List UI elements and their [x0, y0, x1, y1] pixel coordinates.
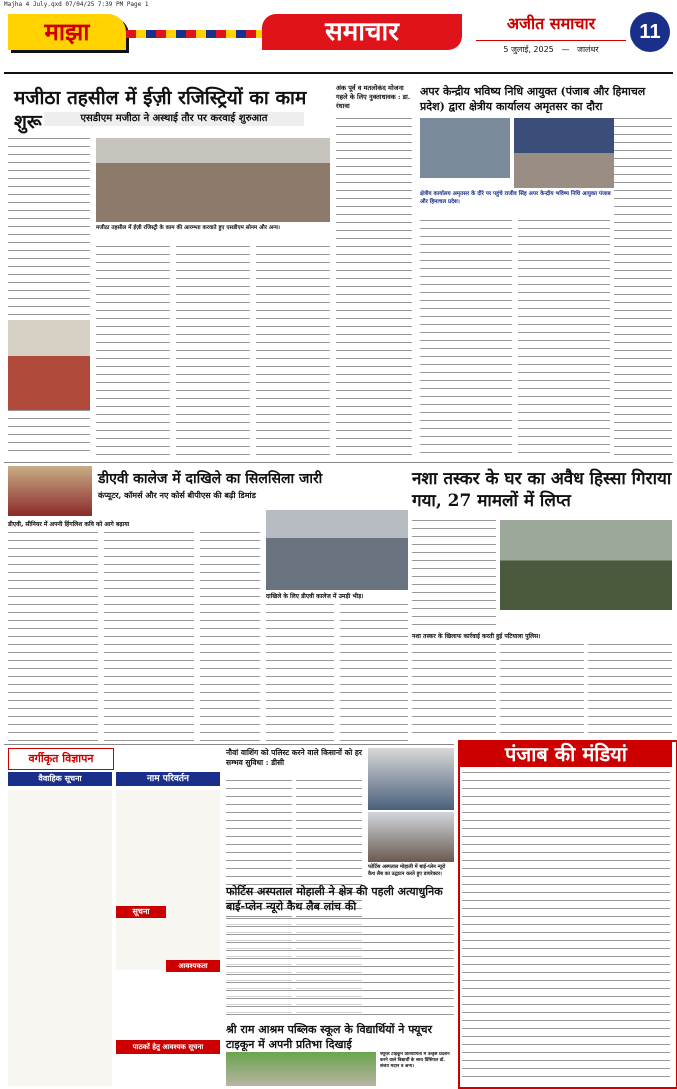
- classifieds-name-change: नाम परिवर्तन: [116, 772, 220, 786]
- story1-caption: मजीठा तहसील में ईज़ी रजिस्ट्री के काम की आरम्भ्ता करवाते हुए एसडीएम सोनम और अन्य।: [96, 224, 330, 242]
- story4-headline: नशा तस्कर के घर का अवैध हिस्सा गिराया गया, 27 मामलों में लिप्त: [412, 469, 672, 511]
- section-rule-1: [4, 462, 673, 463]
- classifieds-column2: [116, 790, 220, 970]
- story1-column2: [96, 246, 170, 458]
- classifieds-matrimonial: वैवाहिक सूचना: [8, 772, 112, 786]
- story1-headline: मजीठा तहसील में ईज़ी रजिस्ट्रियों का काम शुरू: [14, 87, 307, 133]
- classifieds-reader-notice: पाठकों हेतु आवश्यक सूचना: [116, 1040, 220, 1054]
- story1-column4: [256, 246, 330, 458]
- story5-photo-a: [368, 748, 454, 810]
- story2-headline: अपर केन्द्रीय भविष्य निधि आयुक्त (पंजाब और हिमाचल प्रदेश) द्वारा क्षेत्रीय कार्यालय अमृतसर का दौरा: [420, 85, 646, 113]
- story6-caption: फ्यूचर टाइकून प्रतियोगिता में उत्कृष्ट प्रदर्शन करने वाले विद्यार्थी के साथ प्रिंसिपल डॉ. संजय मदान व अन्य।: [380, 1052, 454, 1086]
- date: 5 जुलाई, 2025: [503, 45, 554, 54]
- classifieds-notice: सूचना: [116, 906, 166, 918]
- story2-photo-a: [420, 118, 510, 178]
- print-slug: Majha 4 July.qxd 07/04/25 7:39 PM Page 1: [4, 1, 149, 8]
- story1-column3: [176, 246, 250, 458]
- masthead-rule: [4, 72, 673, 74]
- story3-photo: [266, 510, 408, 590]
- story3-column4: [266, 604, 334, 742]
- story5-headline: फोर्टिस अस्पताल मोहाली ने क्षेत्र की पहली अत्याधुनिक बाई-प्लेन न्यूरो कैथ लैब लांच की: [226, 885, 443, 913]
- story2-column1: [420, 220, 512, 458]
- story2-column2: [518, 220, 610, 458]
- story2-column3: [614, 118, 672, 458]
- story3-column1: [8, 532, 98, 742]
- story5-caption: फोर्टिस अस्पताल मोहाली में बाई-प्लेन न्यूरो कैथ लैब का उद्घाटन करते हुए डायरेक्टर।: [368, 864, 454, 878]
- story2-photo-b: [514, 118, 614, 188]
- paper-name: अजीत समाचार: [506, 14, 596, 33]
- story3-headline: डीएवी कालेज में दाखिले का सिलसिला जारी: [98, 471, 323, 487]
- dateline: 5 जुलाई, 2025 — जालंधर: [476, 40, 626, 55]
- story3-caption-left: डीएवी, सीनियर में अपनी हिंगलिश कवि को आगे बढ़ाया: [8, 520, 198, 528]
- story3-caption-photo: दाखिले के लिए डीएवी कालेज में उमड़ी भीड़।: [266, 592, 408, 600]
- story4-caption: नशा तस्कर के खिलाफ कार्रवाई करती हुई पटियाला पुलिस।: [412, 632, 674, 640]
- sidebar-column: [336, 118, 412, 458]
- story5-photo-b: [368, 812, 454, 862]
- page-number: 11: [630, 12, 670, 52]
- story1-column1: [8, 138, 90, 458]
- story5-body: [226, 918, 454, 1018]
- story3-small-photo: [8, 466, 92, 516]
- story3-column3: [200, 532, 260, 742]
- story1-photo: [96, 138, 330, 222]
- story2-caption: क्षेत्रीय कार्यालय अमृतसर के दौरे पर पहुंचे राजीव सिंह अपर केन्द्रीय भविष्य निधि आयुक्त पंजाब और हिमाचल प्रदेश।: [420, 190, 614, 216]
- classifieds-title: वर्गीकृत विज्ञापन: [8, 748, 114, 770]
- story4-column3: [500, 644, 584, 740]
- city: जालंधर: [577, 45, 599, 54]
- classifieds-column1: [8, 790, 112, 1086]
- story4-photo: [500, 520, 672, 610]
- mandi-title: पंजाब की मंडियां: [460, 741, 672, 767]
- story4-column1: [412, 520, 496, 630]
- story6-headline: श्री राम आश्रम पब्लिक स्कूल के विद्यार्थियों ने फ्यूचर टाइकून में अपनी प्रतिभा दिखाई: [226, 1023, 432, 1051]
- story4-column4: [588, 644, 672, 740]
- majha-logo: माझा: [8, 14, 126, 50]
- mandi-listing: [462, 772, 670, 1082]
- story3-column5: [340, 604, 408, 742]
- story1-subheadline: एसडीएम मजीठा ने अस्थाई तौर पर करवाई शुरुआत: [44, 112, 304, 126]
- story7-headline: नौवां वाशिंग को पलिस्ट करने वाले किसानों को हर सम्भव सुविधा : डीसी: [226, 748, 362, 767]
- masthead-stripes: [126, 30, 262, 38]
- sidebar-headline: अंक पूर्व व मतलोकंद मोजना गहले के लिए नुक्ताधावक : डा. रंधावा: [336, 84, 411, 110]
- story3-subheadline: कंप्यूटर, कॉमर्स और नए कोर्स बीपीएस की बढ़ी डिमांड: [98, 490, 256, 500]
- story4-column2: [412, 644, 496, 740]
- section-rule-2: [4, 744, 454, 745]
- story6-photo: [226, 1052, 376, 1086]
- classifieds-need: आवश्यकता: [166, 960, 220, 972]
- story1-group-photo: [8, 320, 90, 410]
- story3-column2: [104, 532, 194, 742]
- samachar-logo: समाचार: [262, 14, 462, 50]
